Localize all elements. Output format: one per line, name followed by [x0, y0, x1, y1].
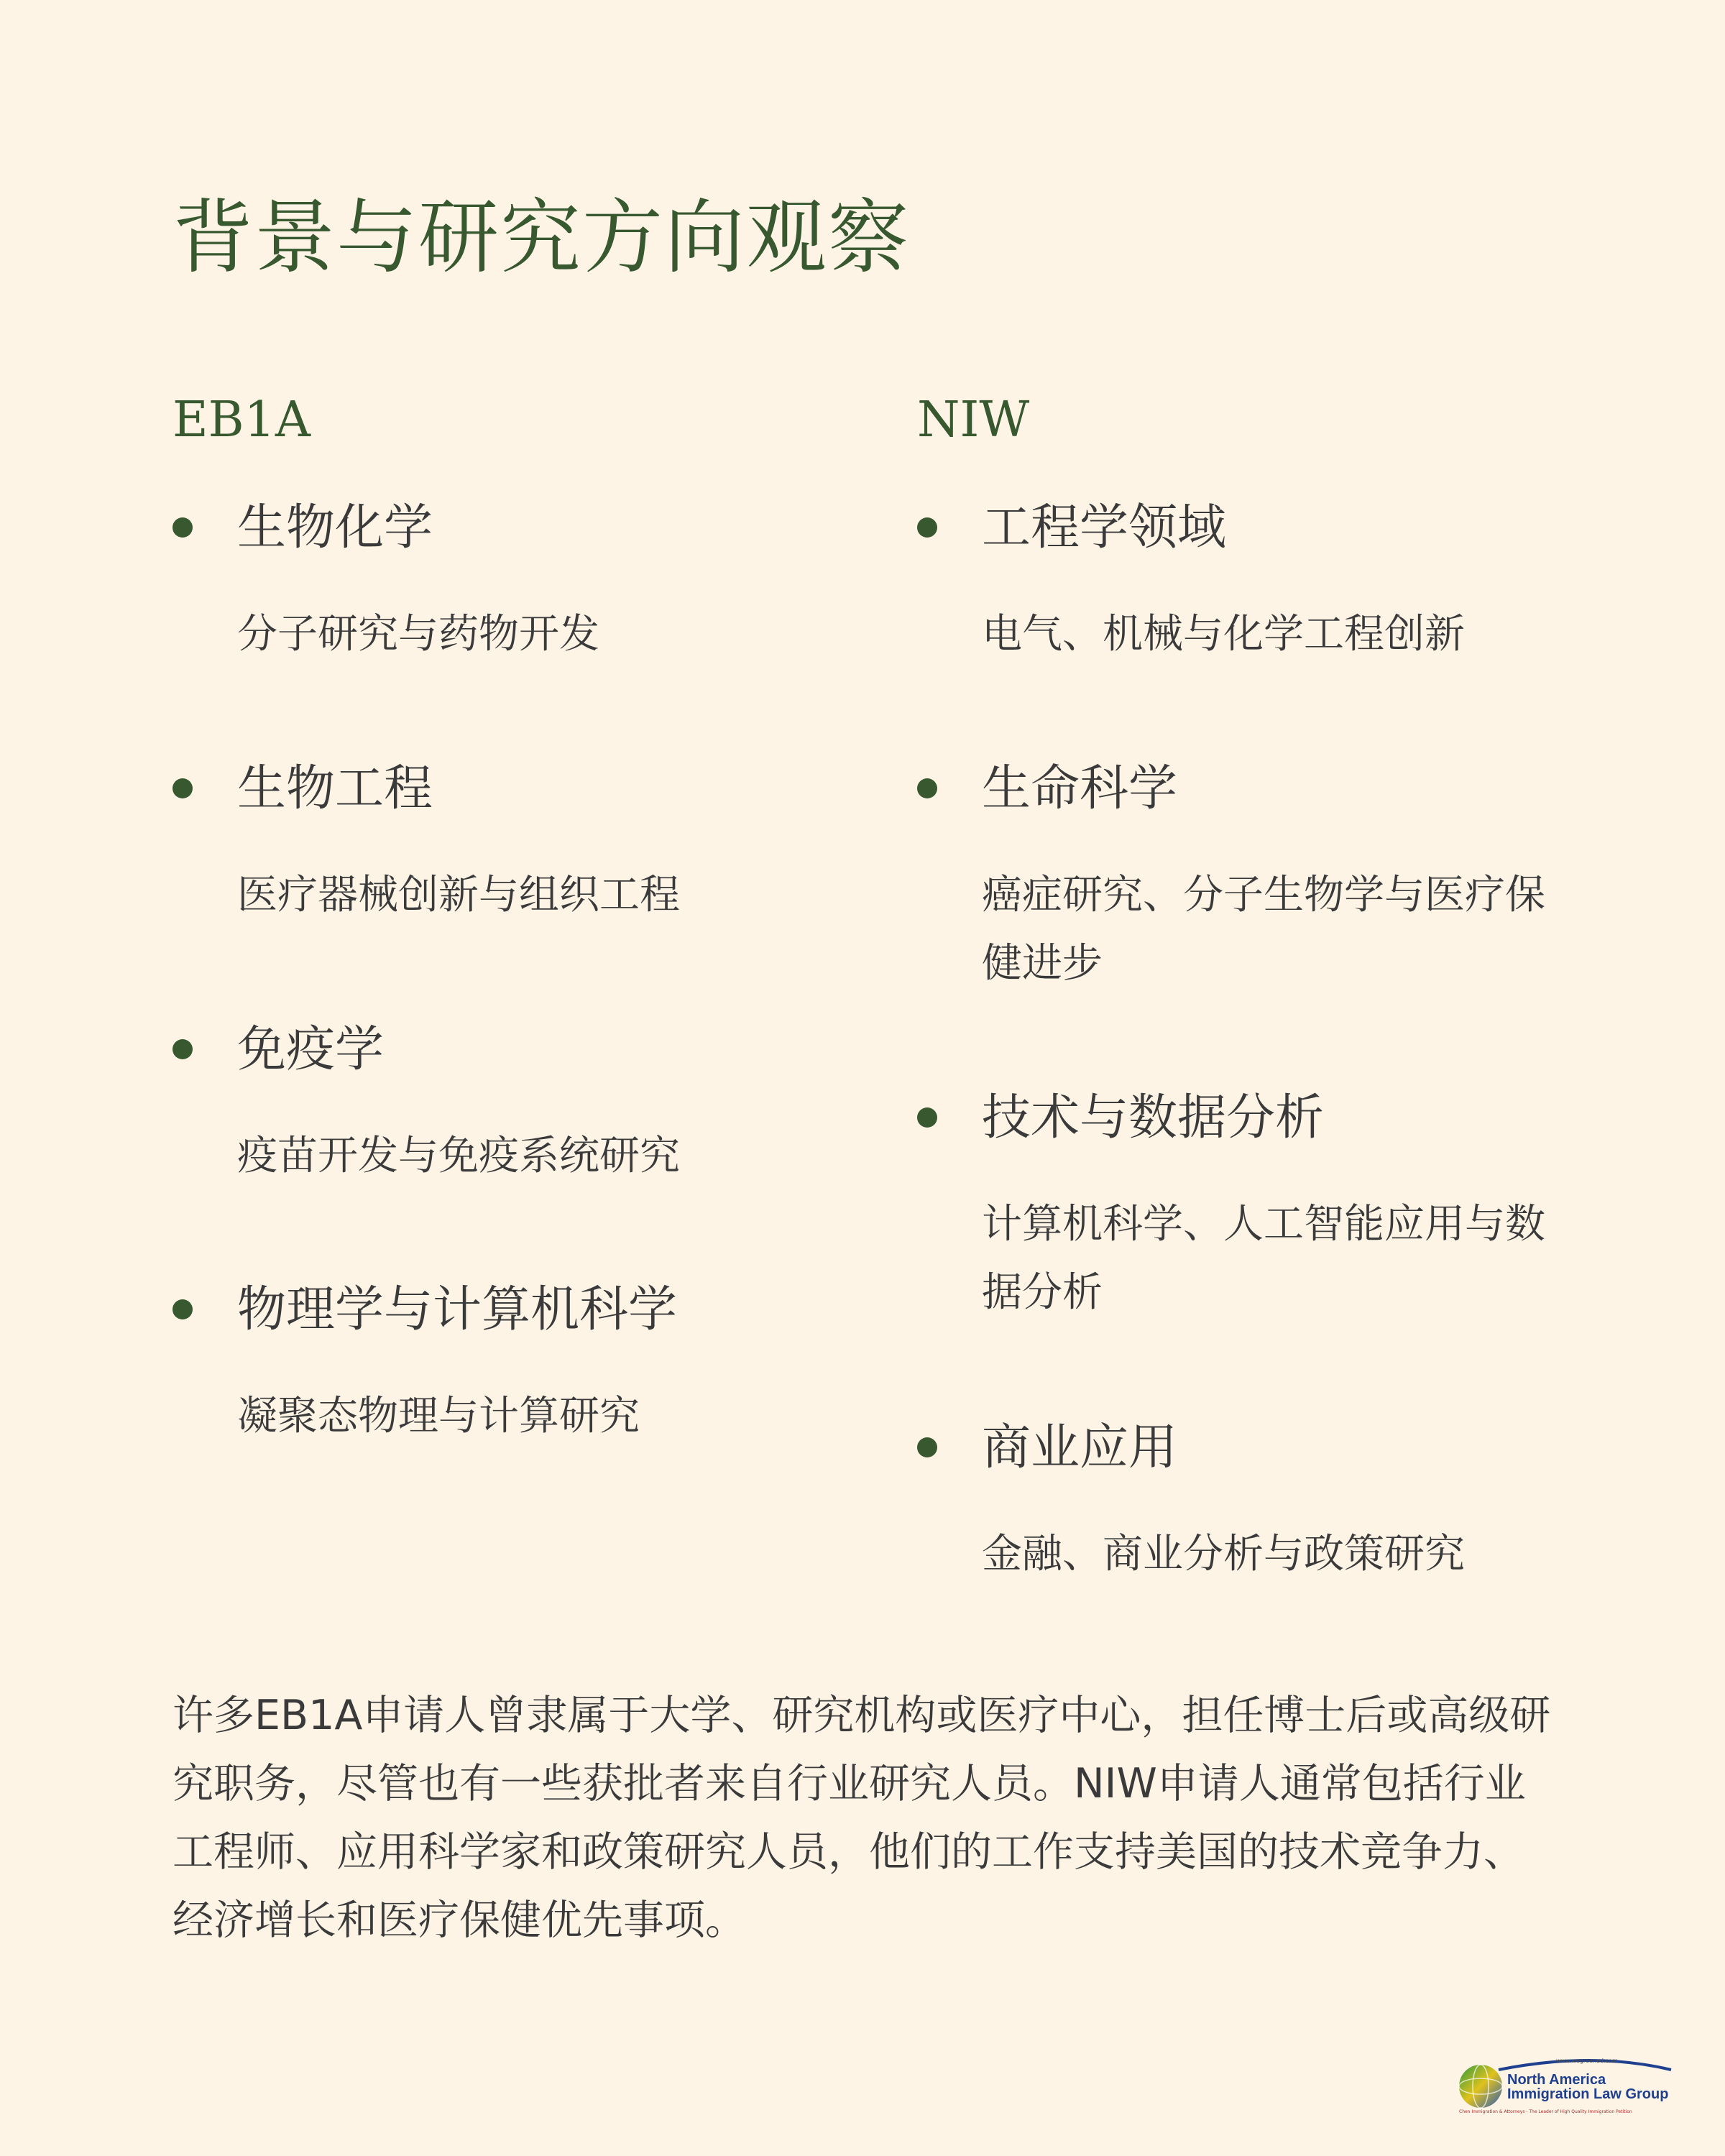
- item-title: 工程学领域: [982, 499, 1227, 556]
- company-logo: [1455, 2054, 1682, 2115]
- bullet-icon: [917, 1437, 937, 1457]
- item-title: 生命科学: [982, 760, 1178, 817]
- bullet-icon: [917, 778, 937, 798]
- logo-url: www.wegreened.com: [1556, 2058, 1618, 2064]
- bullet-icon: [172, 1299, 193, 1319]
- bullet-icon: [917, 517, 937, 538]
- bullet-icon: [172, 1039, 193, 1059]
- list-item: [917, 1416, 1552, 1595]
- page-title: 背景与研究方向观察: [172, 191, 910, 285]
- item-title: 技术与数据分析: [982, 1089, 1325, 1146]
- item-description: 计算机科学、人工智能应用与数据分析: [982, 1201, 1545, 1316]
- item-description: 癌症研究、分子生物学与医疗保健进步: [982, 872, 1545, 987]
- item-description: 医疗器械创新与组织工程: [237, 872, 680, 918]
- logo-line1: North America: [1507, 2072, 1606, 2088]
- item-description: 电气、机械与化学工程创新: [982, 611, 1465, 658]
- list-item: [917, 1086, 1552, 1337]
- item-description: 金融、商业分析与政策研究: [982, 1531, 1465, 1577]
- eb1a-heading: EB1A: [172, 392, 310, 448]
- bullet-icon: [917, 1107, 937, 1128]
- list-item: [917, 757, 1552, 1008]
- item-description: 凝聚态物理与计算研究: [237, 1393, 640, 1439]
- list-item: [172, 1018, 791, 1197]
- summary-paragraph: 许多EB1A申请人曾隶属于大学、研究机构或医疗中心，担任博士后或高级研究职务，尽管也有一些获批者来自行业研究人员。NIW申请人通常包括行业工程师、应用科学家和政策研究人员，他们的工作支持美国的技术竞争力、经济增长和医疗保健优先事项。: [172, 1692, 1551, 1944]
- bullet-icon: [172, 517, 193, 538]
- item-title: 生物化学: [237, 499, 433, 556]
- item-description: 疫苗开发与免疫系统研究: [237, 1133, 680, 1179]
- logo-tagline: Chen Immigration & Attorneys - The Leader of High Quality Immigration Petition: [1459, 2109, 1632, 2114]
- item-description: 分子研究与药物开发: [237, 611, 599, 658]
- bullet-icon: [172, 778, 193, 798]
- list-item: [172, 496, 791, 676]
- item-title: 商业应用: [982, 1419, 1178, 1476]
- logo-line2: Immigration Law Group: [1507, 2086, 1669, 2102]
- item-title: 物理学与计算机科学: [237, 1281, 678, 1338]
- list-item: [172, 1278, 791, 1457]
- list-item: [917, 496, 1552, 676]
- item-title: 免疫学: [237, 1021, 385, 1078]
- item-title: 生物工程: [237, 760, 433, 817]
- list-item: [172, 757, 791, 936]
- niw-heading: NIW: [917, 392, 1030, 448]
